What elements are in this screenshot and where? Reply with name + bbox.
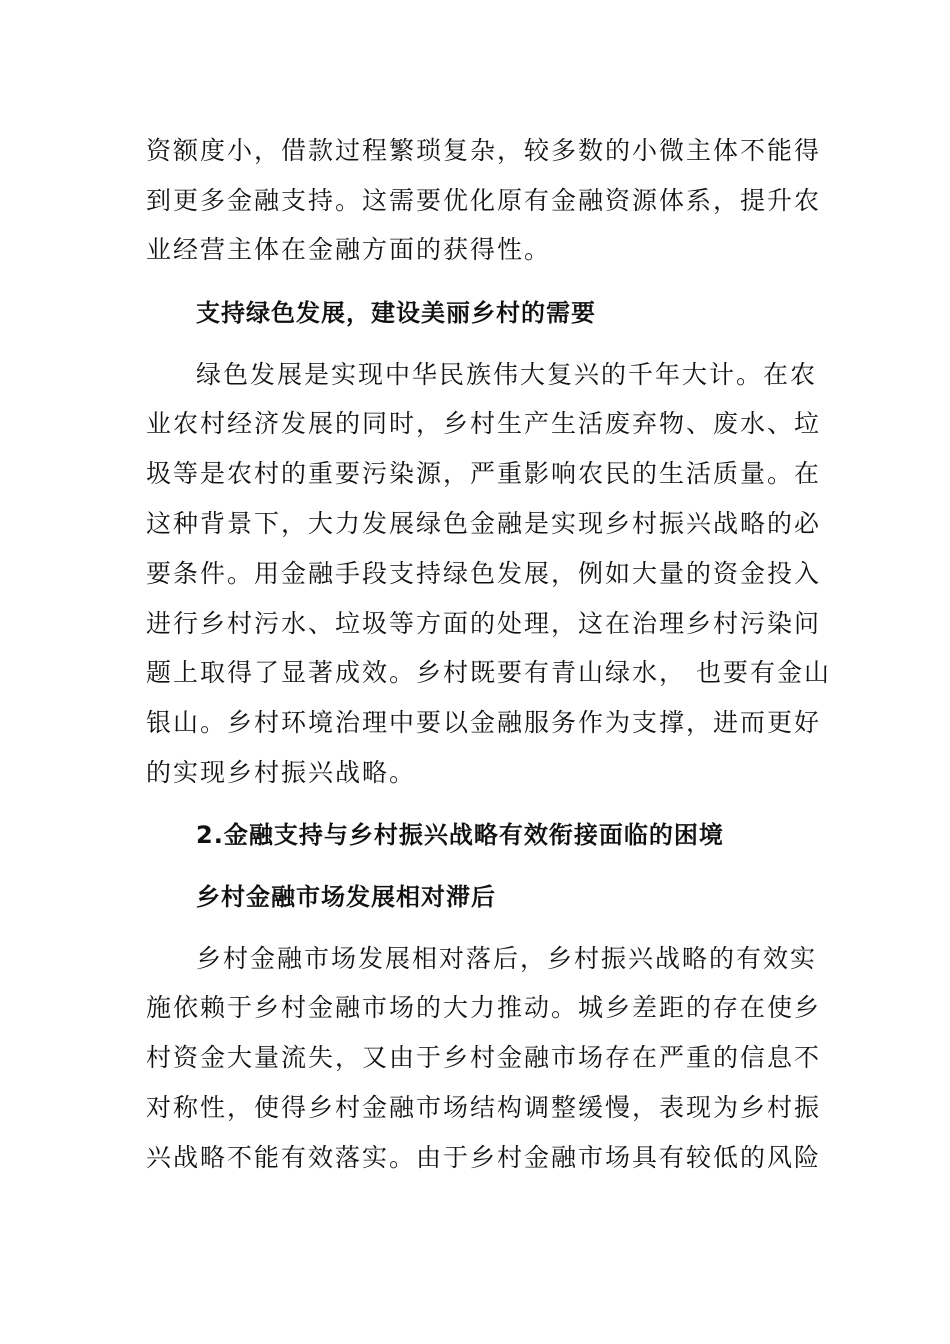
paragraph-1-line-2: 到更多金融支持。这需要优化原有金融资源体系，提升农 xyxy=(146,186,822,215)
paragraph-2-line-6: 进行乡村污水、垃圾等方面的处理，这在治理乡村污染问 xyxy=(146,609,822,638)
paragraph-2-line-4: 这种背景下，大力发展绿色金融是实现乡村振兴战略的必 xyxy=(146,509,822,538)
paragraph-2-line-1: 绿色发展是实现中华民族伟大复兴的千年大计。在农 xyxy=(196,360,818,389)
paragraph-2-line-5: 要条件。用金融手段支持绿色发展，例如大量的资金投入 xyxy=(146,559,822,588)
paragraph-3-line-4: 对称性，使得乡村金融市场结构调整缓慢，表现为乡村振 xyxy=(146,1093,822,1122)
paragraph-1-line-3: 业经营主体在金融方面的获得性。 xyxy=(146,235,552,264)
paragraph-2-line-2: 业农村经济发展的同时，乡村生产生活废弃物、废水、垃 xyxy=(146,409,822,438)
heading-green-development: 支持绿色发展，建设美丽乡村的需要 xyxy=(196,299,596,327)
paragraph-2-line-7: 题上取得了显著成效。乡村既要有青山绿水， 也要有金山 xyxy=(146,658,831,687)
paragraph-2-line-9: 的实现乡村振兴战略。 xyxy=(146,758,417,787)
heading-section-2: 2.金融支持与乡村振兴战略有效衔接面临的困境 xyxy=(196,821,724,849)
paragraph-3-line-3: 村资金大量流失，又由于乡村金融市场存在严重的信息不 xyxy=(146,1043,822,1072)
heading-rural-market: 乡村金融市场发展相对滞后 xyxy=(196,883,496,911)
paragraph-3-line-2: 施依赖于乡村金融市场的大力推动。城乡差距的存在使乡 xyxy=(146,993,822,1022)
paragraph-2-line-8: 银山。乡村环境治理中要以金融服务作为支撑，进而更好 xyxy=(146,708,822,737)
paragraph-2-line-3: 圾等是农村的重要污染源，严重影响农民的生活质量。在 xyxy=(146,459,822,488)
paragraph-1-line-1: 资额度小，借款过程繁琐复杂，较多数的小微主体不能得 xyxy=(146,136,822,165)
paragraph-3-line-5: 兴战略不能有效落实。由于乡村金融市场具有较低的风险 xyxy=(146,1143,822,1172)
paragraph-3-line-1: 乡村金融市场发展相对落后，乡村振兴战略的有效实 xyxy=(196,944,818,973)
